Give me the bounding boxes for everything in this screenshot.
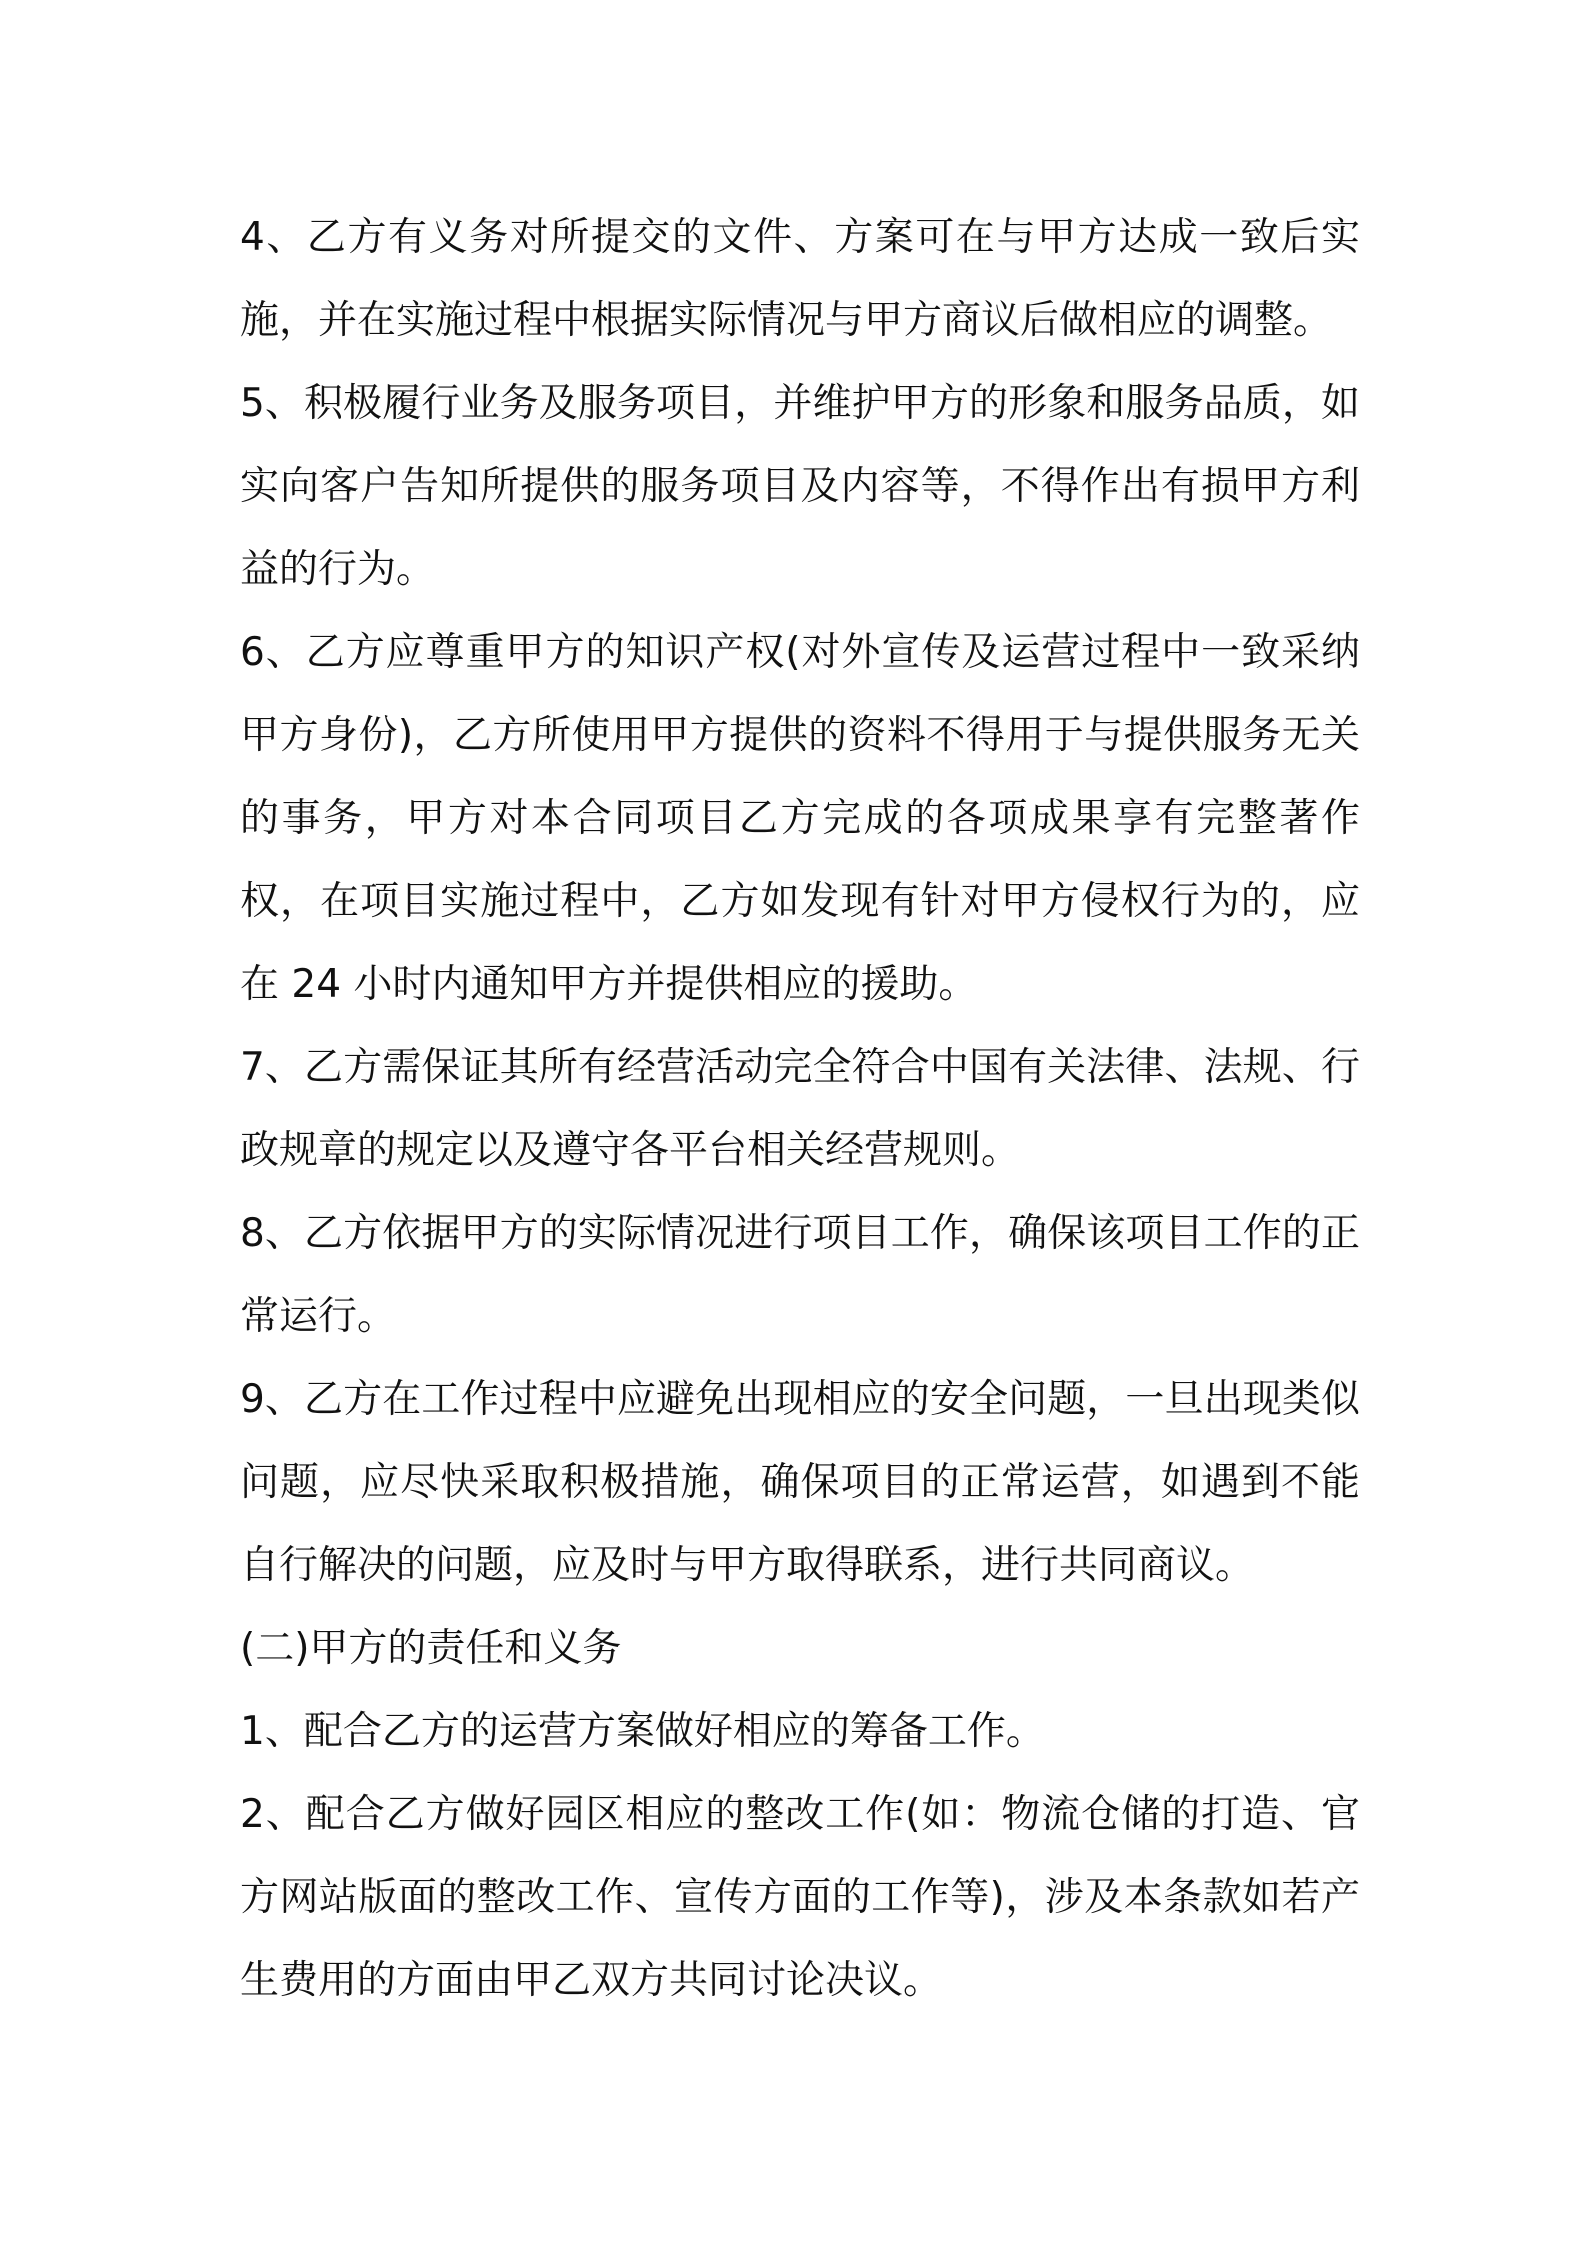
- party-a-clause-1-paragraph: 1、配合乙方的运营方案做好相应的筹备工作。: [240, 1709, 1045, 1754]
- clause-4-paragraph: 4、乙方有义务对所提交的文件、方案可在与甲方达成一致后实施，并在实施过程中根据实际情况与甲方商议后做相应的调整。: [240, 215, 1360, 343]
- clause-7-paragraph: 7、乙方需保证其所有经营活动完全符合中国有关法律、法规、行政规章的规定以及遵守各平台相关经营规则。: [240, 1045, 1360, 1173]
- clause-8-paragraph: 8、乙方依据甲方的实际情况进行项目工作，确保该项目工作的正常运行。: [240, 1211, 1360, 1339]
- party-a-clause-2-paragraph: 2、配合乙方做好园区相应的整改工作(如：物流仓储的打造、官方网站版面的整改工作、宣传方面的工作等)，涉及本条款如若产生费用的方面由甲乙双方共同讨论决议。: [240, 1792, 1360, 2003]
- clause-6-paragraph: 6、乙方应尊重甲方的知识产权(对外宣传及运营过程中一致采纳甲方身份)，乙方所使用甲方提供的资料不得用于与提供服务无关的事务，甲方对本合同项目乙方完成的各项成果享有完整著作权，在项目实施过程中，乙方如发现有针对甲方侵权行为的，应在 24 小时内通知甲方并提供相应的援助。: [240, 630, 1360, 1007]
- clause-5-paragraph: 5、积极履行业务及服务项目，并维护甲方的形象和服务品质，如实向客户告知所提供的服务项目及内容等，不得作出有损甲方利益的行为。: [240, 381, 1360, 592]
- document-page: [240, 196, 1360, 2022]
- section-heading-party-a-duties: (二)甲方的责任和义务: [240, 1626, 622, 1671]
- clause-9-paragraph: 9、乙方在工作过程中应避免出现相应的安全问题，一旦出现类似问题，应尽快采取积极措施，确保项目的正常运营，如遇到不能自行解决的问题，应及时与甲方取得联系，进行共同商议。: [240, 1377, 1360, 1588]
